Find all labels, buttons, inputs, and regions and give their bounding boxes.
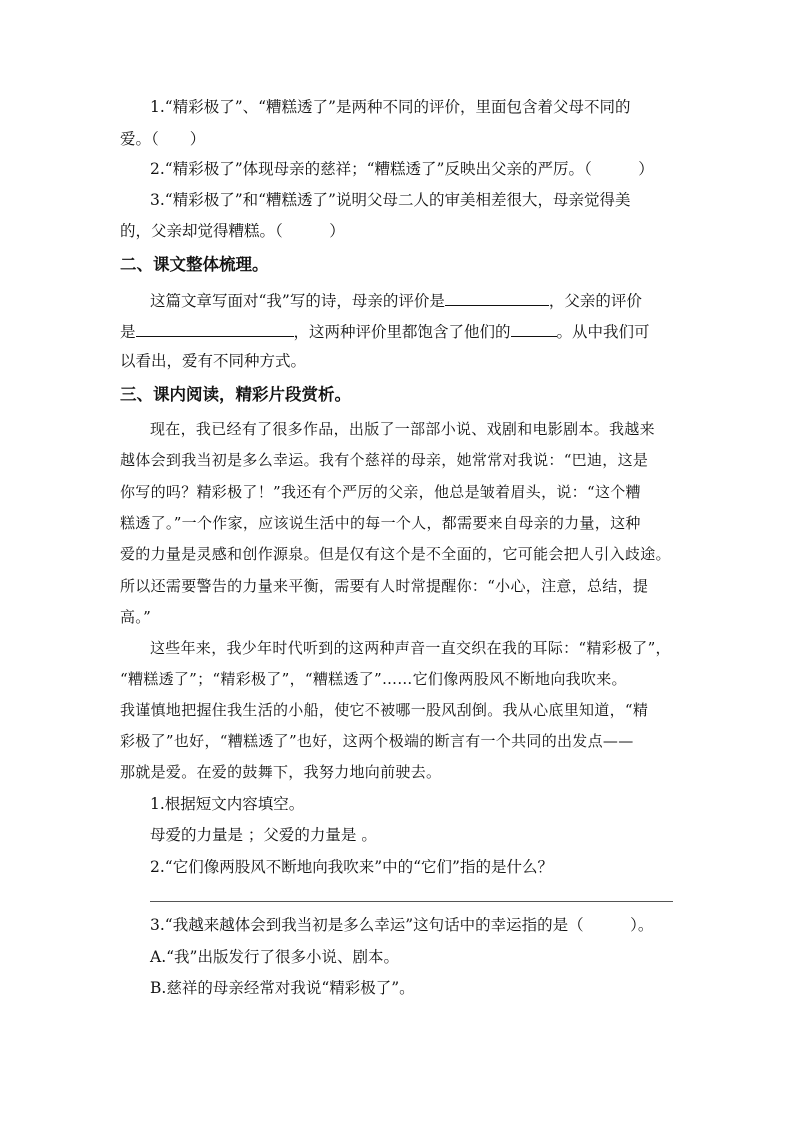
passage-line: 这些年来，我少年时代听到的这两种声音一直交织在我的耳际：“精彩极了”， <box>150 639 671 657</box>
option-b: B.慈祥的母亲经常对我说“精彩极了”。 <box>150 979 415 997</box>
section-2-heading: 二、课文整体梳理。 <box>120 255 269 274</box>
passage-line: 现在，我已经有了很多作品，出版了一部部小说、戏剧和电影剧本。我越来 <box>150 420 655 438</box>
section-3-heading: 三、课内阅读，精彩片段赏析。 <box>120 385 351 404</box>
tf-question-1-line-1: 1.“精彩极了”、“糟糕透了”是两种不同的评价，里面包含着父母不同的 <box>150 98 631 116</box>
section-2-text-1b: ，父亲的评价 <box>548 292 642 310</box>
section-2-line-1 <box>150 289 642 312</box>
answer-blank-father[interactable] <box>136 320 294 337</box>
section-2-text-2c: 。从中我们可 <box>556 323 650 341</box>
reading-question-3: 3.“我越来越体会到我当初是多么幸运”这句话中的幸运指的是（ ）。 <box>150 916 654 934</box>
passage-line: 我谨慎地把握住我生活的小船，使它不被哪一股风刮倒。我从心底里知道，“精 <box>120 701 649 719</box>
tf-question-2: 2.“精彩极了”体现母亲的慈祥；“糟糕透了”反映出父亲的严厉。（ ） <box>150 160 654 178</box>
passage-line: 高。” <box>120 608 152 626</box>
passage-line: 所以还需要警告的力量来平衡，需要有人时常提醒你：“小心，注意，总结，提 <box>120 577 649 595</box>
section-2-text-1a: 这篇文章写面对“我”写的诗，母亲的评价是 <box>150 292 445 310</box>
passage-line: “糟糕透了”；“精彩极了”，“糟糕透了”……它们像两股风不断地向我吹来。 <box>120 670 627 688</box>
tf-question-3-line-1: 3.“精彩极了”和“糟糕透了”说明父母二人的审美相差很大，母亲觉得美 <box>150 191 631 209</box>
option-a: A.“我”出版发行了很多小说、剧本。 <box>150 948 399 966</box>
answer-blank-mother[interactable] <box>445 289 549 306</box>
passage-line: 糕透了。”一个作家，应该说生活中的每一个人，都需要来自母亲的力量，这种 <box>120 514 641 532</box>
section-2-line-2 <box>120 320 650 343</box>
passage-line: 爱的力量是灵感和创作源泉。但是仅有这个是不全面的，它可能会把人引入歧途。 <box>120 545 671 563</box>
section-2-line-3: 以看出，爱有不同种方式。 <box>120 352 307 370</box>
section-2-text-2a: 是 <box>120 323 136 341</box>
answer-blank-love[interactable] <box>511 320 557 337</box>
passage-line: 越体会到我当初是多么幸运。我有个慈祥的母亲，她常常对我说：“巴迪，这是 <box>120 451 649 469</box>
reading-question-2: 2.“它们像两股风不断地向我吹来”中的“它们”指的是什么？ <box>150 858 553 876</box>
tf-question-3-line-2: 的，父亲却觉得糟糕。（ ） <box>120 222 345 240</box>
tf-question-1-line-2: 爱。（ ） <box>120 130 206 148</box>
section-2-text-2b: ，这两种评价里都饱含了他们的 <box>293 323 511 341</box>
reading-question-1-fill: 母爱的力量是 ；父爱的力量是 。 <box>150 826 377 844</box>
passage-line: 那就是爱。在爱的鼓舞下，我努力地向前驶去。 <box>120 763 442 781</box>
passage-line: 你写的吗？精彩极了！”我还有个严厉的父亲，他总是皱着眉头，说：“这个糟 <box>120 483 641 501</box>
passage-line: 彩极了”也好，“糟糕透了”也好，这两个极端的断言有一个共同的出发点—— <box>120 732 634 750</box>
answer-line[interactable] <box>150 901 673 902</box>
reading-question-1: 1.根据短文内容填空。 <box>150 795 305 813</box>
